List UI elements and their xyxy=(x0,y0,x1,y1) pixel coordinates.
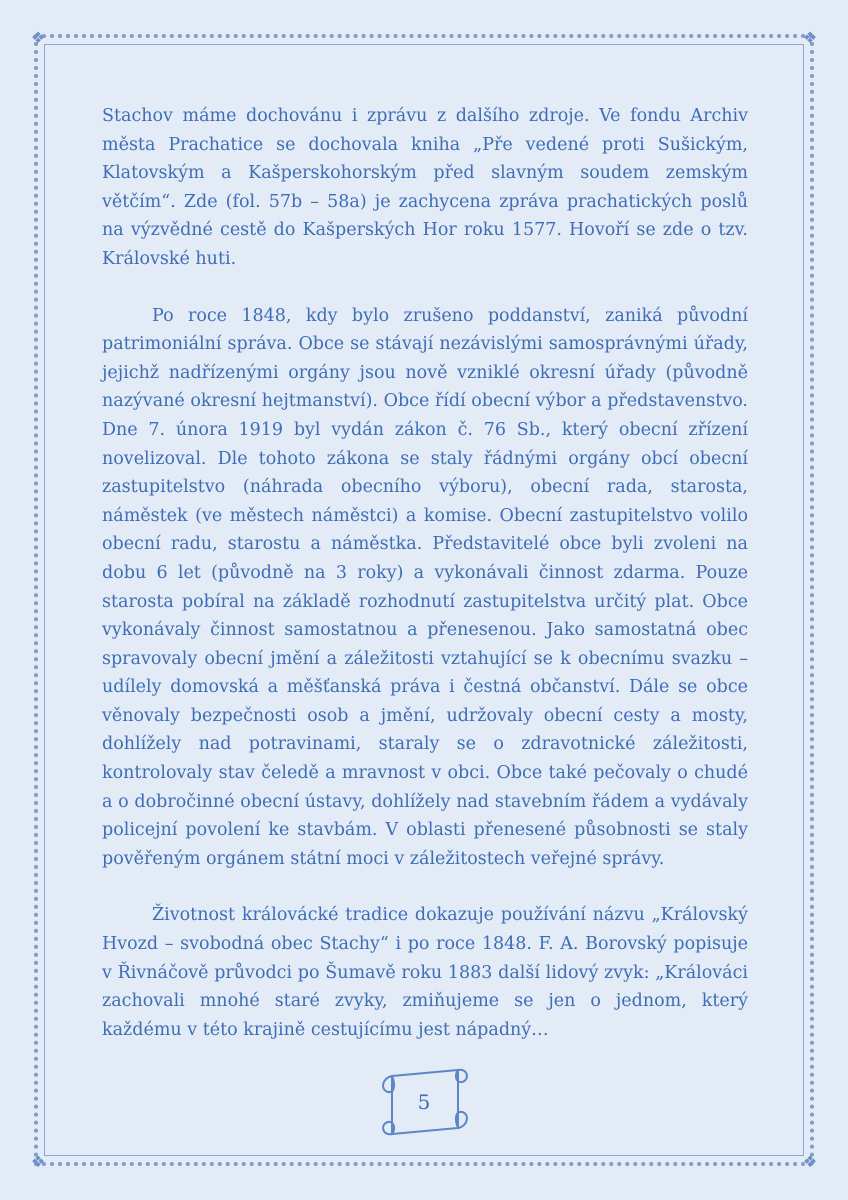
paragraph-3: Životnost královácké tradice dokazuje používání názvu „Královský Hvozd – svobodná obec Stachy“ i po roce 1848. F. A. Borovský popisuje v Řivnáčově průvodci po Šumavě roku 1883 další lidový zvyk: „Králováci zachovali mnohé staré zvyky, zmiňujeme se jen o jednom, který každému v této krajině cestujícímu jest nápadný… xyxy=(102,905,748,1040)
paragraph-1: Stachov máme dochovánu i zprávu z dalšího zdroje. Ve fondu Archiv města Prachatice se dochovala kniha „Pře vedené proti Sušickým, Klatovským a Kašperskohorským před slavným soudem zemským větčím“. Zde (fol. 57b – 58a) je zachycena zpráva prachatických poslů na výzvědné cestě do Kašperských Hor roku 1577. Hovoří se zde o tzv. Královské huti. xyxy=(102,106,748,269)
ornament-corner-icon: ❖ xyxy=(30,28,46,47)
ornament-corner-icon: ❖ xyxy=(30,1152,46,1171)
page-number-badge xyxy=(376,1062,472,1142)
ornament-corner-icon: ❖ xyxy=(802,28,818,47)
paragraph-2: Po roce 1848, kdy bylo zrušeno poddanství, zaniká původní patrimoniální správa. Obce se stávají nezávislými samosprávnými úřady, jejichž nadřízenými orgány jsou nově vzniklé okresní úřady (původně nazývané okresní hejtmanství). Obce řídí obecní výbor a představenstvo. Dne 7. února 1919 byl vydán zákon č. 76 Sb., který obecní zřízení novelizoval. Dle tohoto zákona se staly řádnými orgány obcí obecní zastupitelstvo (náhrada obecního výboru), obecní rada, starosta, náměstek (ve městech náměstci) a komise. Obecní zastupitelstvo volilo obecní radu, starostu a náměstka. Představitelé obce byli zvoleni na dobu 6 let (původně na 3 roky) a vykonávali činnost zdarma. Pouze starosta pobíral na základě rozhodnutí zastupitelstva určitý plat. Obce vykonávaly činnost samostatnou a přenesenou. Jako samostatná obec spravovaly obecní jmění a záležitosti vztahující se k obecnímu svazku – udílely domovská a měšťanská práva i čestná občanství. Dále se obce věnovaly bezpečnosti osob a jmění, udržovaly obecní cesty a mosty, dohlížely nad potravinami, staraly se o zdravotnické záležitosti, kontrolovaly stav čeledě a mravnost v obci. Obce také pečovaly o chudé a o dobročinné obecní ústavy, dohlížely nad stavebním řádem a vydávaly policejní povolení ke stavbám. V oblasti přenesené působnosti se staly pověřeným orgánem státní moci v záležitostech veřejné správy. xyxy=(102,305,748,869)
page-number: 5 xyxy=(417,1090,431,1114)
ornament-corner-icon: ❖ xyxy=(802,1152,818,1171)
document-body xyxy=(102,102,748,1044)
